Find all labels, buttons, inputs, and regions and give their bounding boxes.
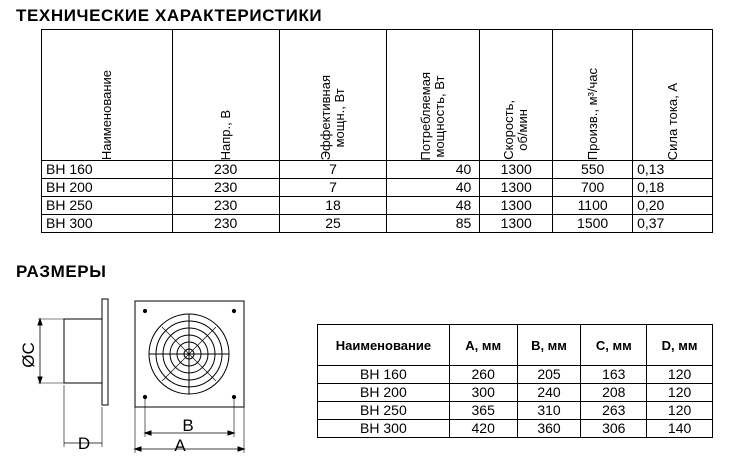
cell-a: 365 — [449, 402, 517, 420]
label-d: D — [77, 434, 91, 453]
cell-voltage: 230 — [172, 215, 279, 233]
table-row — [42, 197, 713, 215]
cell-cap: 1100 — [553, 197, 633, 215]
table-row — [42, 215, 713, 233]
cell-c: 263 — [581, 402, 647, 420]
cell-b: 205 — [517, 366, 581, 384]
cell-b: 240 — [517, 384, 581, 402]
header-d: D, мм — [647, 325, 713, 366]
cell-cap: 700 — [553, 179, 633, 197]
header-eff-power: Эффективная мощн., Вт — [279, 30, 387, 161]
header-name: Наименование — [318, 325, 450, 366]
cell-eff: 18 — [279, 197, 387, 215]
cell-d: 120 — [647, 402, 713, 420]
cell-voltage: 230 — [172, 161, 279, 179]
cell-name: ВН 160 — [318, 366, 450, 384]
header-name: Наименование — [42, 30, 173, 161]
cell-speed: 1300 — [480, 179, 553, 197]
tech-specs-table — [41, 29, 713, 233]
cell-cons: 48 — [387, 197, 480, 215]
cell-cons: 85 — [387, 215, 480, 233]
label-b: B — [182, 416, 194, 435]
cell-cons: 40 — [387, 161, 480, 179]
table-row — [318, 384, 713, 402]
side-view-body — [64, 319, 102, 383]
fan-dimension-drawing — [0, 285, 300, 460]
cell-a: 260 — [449, 366, 517, 384]
cell-cap: 550 — [553, 161, 633, 179]
cell-speed: 1300 — [480, 215, 553, 233]
cell-current: 0,20 — [633, 197, 713, 215]
cell-c: 208 — [581, 384, 647, 402]
cell-name: ВН 250 — [42, 197, 173, 215]
header-current: Сила тока, А — [633, 30, 713, 161]
cell-d: 120 — [647, 384, 713, 402]
tech-specs-title: ТЕХНИЧЕСКИЕ ХАРАКТЕРИСТИКИ — [16, 6, 323, 25]
dimensions-table — [317, 324, 713, 438]
cell-cons: 40 — [387, 179, 480, 197]
label-c: ØC — [19, 342, 38, 368]
cell-current: 0,37 — [633, 215, 713, 233]
cell-cap: 1500 — [553, 215, 633, 233]
table-row — [42, 161, 713, 179]
cell-voltage: 230 — [172, 197, 279, 215]
cell-b: 360 — [517, 420, 581, 438]
table-row — [318, 366, 713, 384]
header-capacity: Произв., м³/час — [553, 30, 633, 161]
cell-name: ВН 300 — [42, 215, 173, 233]
cell-eff: 7 — [279, 179, 387, 197]
table-header-row — [42, 30, 713, 161]
cell-name: ВН 250 — [318, 402, 450, 420]
header-speed: Скорость, об/мин — [480, 30, 553, 161]
cell-c: 163 — [581, 366, 647, 384]
dimensions-title: РАЗМЕРЫ — [16, 262, 107, 281]
cell-d: 120 — [647, 366, 713, 384]
table-row — [42, 179, 713, 197]
cell-voltage: 230 — [172, 179, 279, 197]
header-voltage: Напр., В — [172, 30, 279, 161]
cell-eff: 25 — [279, 215, 387, 233]
cell-name: ВН 200 — [42, 179, 173, 197]
cell-eff: 7 — [279, 161, 387, 179]
cell-a: 300 — [449, 384, 517, 402]
cell-name: ВН 160 — [42, 161, 173, 179]
table-header-row — [318, 325, 713, 366]
cell-speed: 1300 — [480, 161, 553, 179]
header-a: A, мм — [449, 325, 517, 366]
cell-c: 306 — [581, 420, 647, 438]
cell-current: 0,13 — [633, 161, 713, 179]
table-row — [318, 420, 713, 438]
cell-d: 140 — [647, 420, 713, 438]
cell-speed: 1300 — [480, 197, 553, 215]
cell-name: ВН 200 — [318, 384, 450, 402]
header-b: B, мм — [517, 325, 581, 366]
cell-name: ВН 300 — [318, 420, 450, 438]
cell-current: 0,18 — [633, 179, 713, 197]
cell-b: 310 — [517, 402, 581, 420]
cell-a: 420 — [449, 420, 517, 438]
header-cons-power: Потребляемая мощность, Вт — [387, 30, 480, 161]
header-c: C, мм — [581, 325, 647, 366]
side-view-flange — [102, 299, 108, 405]
label-a: A — [174, 436, 186, 455]
table-row — [318, 402, 713, 420]
